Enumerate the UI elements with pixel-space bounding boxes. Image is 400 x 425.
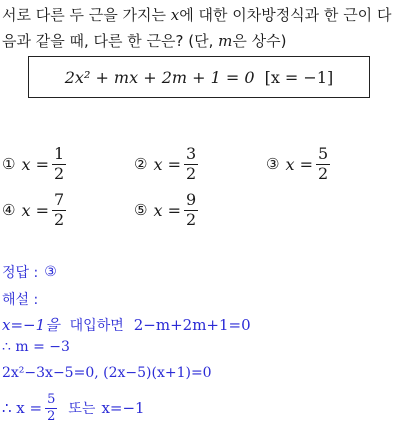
option-fraction xyxy=(52,146,66,183)
fraction-numerator: 5 xyxy=(317,144,329,163)
answer-value: ③ xyxy=(44,264,57,280)
solution-line-4 xyxy=(2,393,145,423)
option-4[interactable] xyxy=(2,192,69,229)
fraction-numerator: 9 xyxy=(185,190,197,209)
option-fraction xyxy=(316,146,330,183)
equation-main: 2x² + mx + 2m + 1 = 0 xyxy=(64,67,255,87)
question-text xyxy=(2,2,398,54)
variable-x: x xyxy=(170,6,180,24)
option-5[interactable] xyxy=(134,192,201,229)
equation-condition: [x = −1] xyxy=(264,67,334,87)
question-part: 에 대한 이차방정식과 한 근이 다음과 같을 때, 다른 한 근은? (단, xyxy=(2,6,392,50)
option-marker: ② xyxy=(134,155,148,174)
option-fraction xyxy=(184,192,198,229)
variable-m: m xyxy=(218,32,233,50)
solution-equation: 2−m+2m+1=0 xyxy=(133,315,251,334)
solution-result-rhs: x=−1 xyxy=(101,399,145,418)
option-fraction xyxy=(184,146,198,183)
solution-or-text: 또는 xyxy=(68,401,96,418)
fraction-numerator: 3 xyxy=(185,144,197,163)
solution-line-2: ∴ m = −3 xyxy=(2,339,70,355)
option-2[interactable] xyxy=(134,146,201,183)
option-1[interactable] xyxy=(2,146,69,183)
solution-result-lhs: ∴ x = xyxy=(2,399,43,418)
fraction-denominator: 2 xyxy=(47,408,56,424)
solution-substitution-text: 대입하면 xyxy=(69,317,124,334)
solution-label: 해설 : xyxy=(2,292,39,308)
option-fraction xyxy=(52,192,66,229)
answer-line xyxy=(2,262,57,282)
fraction-numerator: 5 xyxy=(47,392,56,407)
question-part: 은 상수) xyxy=(232,32,287,50)
fraction-denominator: 2 xyxy=(53,163,65,183)
fraction-numerator: 1 xyxy=(53,144,65,163)
fraction-denominator: 2 xyxy=(185,209,197,229)
equation-box xyxy=(28,56,370,98)
option-lhs: x = xyxy=(153,154,181,174)
option-marker: ④ xyxy=(2,201,16,220)
solution-line-1 xyxy=(2,314,251,335)
fraction-denominator: 2 xyxy=(317,163,329,183)
option-marker: ① xyxy=(2,155,16,174)
solution-result-fraction xyxy=(45,393,57,423)
option-lhs: x = xyxy=(21,154,49,174)
option-marker: ⑤ xyxy=(134,201,148,220)
answer-label: 정답 : xyxy=(2,265,39,281)
solution-line-3: 2x²−3x−5=0, (2x−5)(x+1)=0 xyxy=(2,365,212,381)
fraction-denominator: 2 xyxy=(53,209,65,229)
option-3[interactable] xyxy=(266,146,333,183)
option-lhs: x = xyxy=(285,154,313,174)
solution-substitution: x=−1을 xyxy=(2,316,60,334)
option-lhs: x = xyxy=(21,200,49,220)
fraction-denominator: 2 xyxy=(185,163,197,183)
question-part: 서로 다른 두 근을 가지는 xyxy=(2,6,171,24)
fraction-numerator: 7 xyxy=(53,190,65,209)
option-marker: ③ xyxy=(266,155,280,174)
option-lhs: x = xyxy=(153,200,181,220)
